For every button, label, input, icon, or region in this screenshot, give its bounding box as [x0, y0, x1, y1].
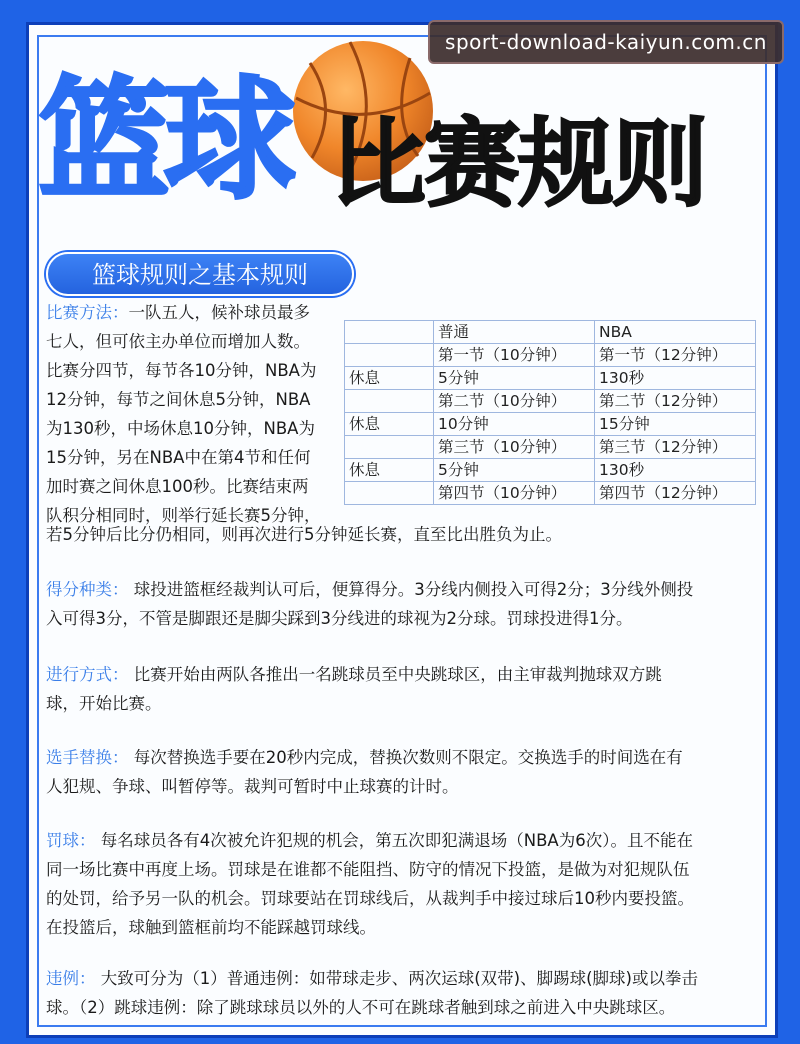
- table-row: 休息 10分钟 15分钟: [345, 413, 756, 436]
- table-row: 休息 5分钟 130秒: [345, 367, 756, 390]
- watermark-url: sport-download-kaiyun.com.cn: [428, 20, 784, 64]
- free-throw-label: 罚球：: [46, 831, 96, 850]
- table-row: 第四节（10分钟） 第四节（12分钟）: [345, 482, 756, 505]
- table-row: 第一节（10分钟） 第一节（12分钟）: [345, 344, 756, 367]
- method-label: 比赛方法：: [46, 303, 129, 322]
- substitution-section: 选手替换： 每次替换选手要在20秒内完成，替换次数则不限定。交换选手的时间选在有 人犯规、争球、叫暂停等。裁判可暂时中止球赛的计时。: [46, 748, 683, 796]
- method-paragraph: 比赛方法：一队五人，候补球员最多 七人，但可依主办单位而增加人数。 比赛分四节，每节各10分钟，NBA为 12分钟，每节之间休息5分钟，NBA 为130秒，中场休息10分钟，NBA为 15分钟，另在NBA中在第4节和任何 加时赛之间休息100秒。比赛结束两 队积分相同时，则举行延长赛5分钟，: [46, 303, 321, 525]
- section-heading-pill: 篮球规则之基本规则: [46, 252, 354, 296]
- rest-time-table: [344, 320, 756, 505]
- procedure-section: 进行方式： 比赛开始由两队各推出一名跳球员至中央跳球区，由主审裁判抛球双方跳 球，开始比赛。: [46, 665, 662, 713]
- violation-section: 违例： 大致可分为（1）普通违例：如带球走步、两次运球(双带)、脚踢球(脚球)或以拳击 球。（2）跳球违例：除了跳球球员以外的人不可在跳球者触到球之前进入中央跳球区。: [46, 969, 698, 1017]
- table-row: 休息 5分钟 130秒: [345, 459, 756, 482]
- substitution-label: 选手替换：: [46, 748, 129, 767]
- violation-label: 违例：: [46, 969, 96, 988]
- scoring-label: 得分种类：: [46, 580, 129, 599]
- table-row: 第二节（10分钟） 第二节（12分钟）: [345, 390, 756, 413]
- title-basketball: 篮球: [38, 64, 290, 218]
- scoring-section: 得分种类： 球投进篮框经裁判认可后，便算得分。3分线内侧投入可得2分；3分线外侧投 入可得3分，不管是脚跟还是脚尖踩到3分线进的球视为2分球。罚球投进得1分。: [46, 580, 694, 628]
- method-paragraph-tail: 若5分钟后比分仍相同，则再次进行5分钟延长赛，直至比出胜负为止。: [46, 525, 562, 544]
- free-throw-section: 罚球： 每名球员各有4次被允许犯规的机会，第五次即犯满退场（NBA为6次）。且不能在 同一场比赛中再度上场。罚球是在谁都不能阻挡、防守的情况下投篮，是做为对犯规队伍 的处罚，给予另一队的机会。罚球要站在罚球线后，从裁判手中接过球后10秒内要投篮。 在投篮后，球触到篮框前均不能踩越罚球线。: [46, 831, 694, 937]
- table-row: 第三节（10分钟） 第三节（12分钟）: [345, 436, 756, 459]
- procedure-label: 进行方式：: [46, 665, 129, 684]
- title-game-rules: 比赛规则: [330, 108, 706, 220]
- table-header-row: 普通 NBA: [345, 321, 756, 344]
